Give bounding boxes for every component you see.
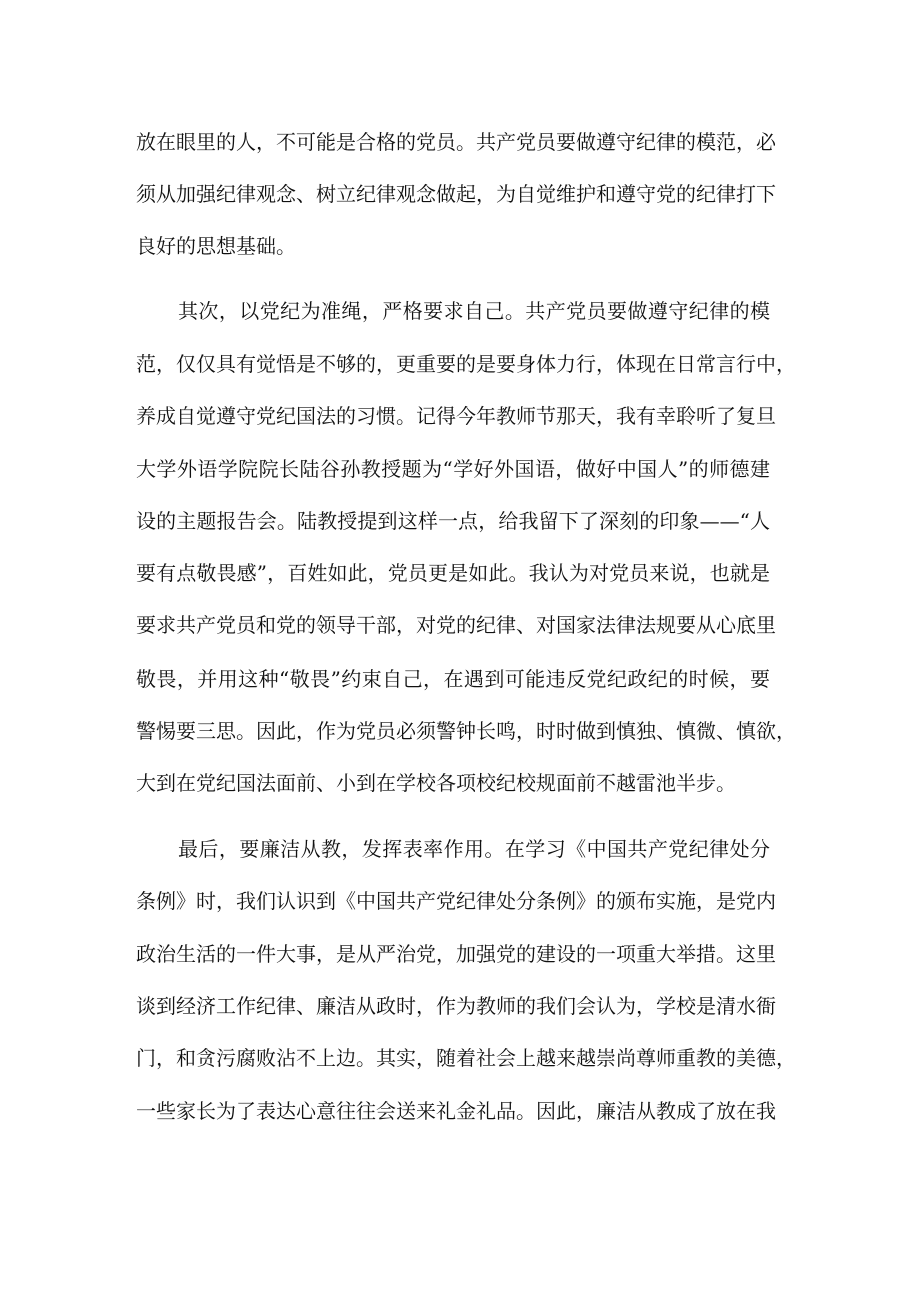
text-line: 大到在党纪国法面前、小到在学校各项校纪校规面前不越雷池半步。 [136,771,736,795]
text-line: 放在眼里的人，不可能是合格的党员。共产党员要做遵守纪律的模范，必 [136,130,776,154]
text-line: 范，仅仅具有觉悟是不够的，更重要的是要身体力行，体现在日常言行中， [136,352,796,376]
paragraph-first-line: 其次，以党纪为准绳，严格要求自己。共产党员要做遵守纪律的模 [178,299,770,323]
text-line: 门，和贪污腐败沾不上边。其实，随着社会上越来越崇尚尊师重教的美德， [136,1046,796,1070]
text-line: 须从加强纪律观念、树立纪律观念做起，为自觉维护和遵守党的纪律打下 [136,182,776,206]
text-line: 敬畏，并用这种“敬畏”约束自己，在遇到可能违反党纪政纪的时候，要 [136,667,770,691]
text-line: 条例》时，我们认识到《中国共产党纪律处分条例》的颁布实施，是党内 [136,889,776,913]
text-line: 政治生活的一件大事，是从严治党，加强党的建设的一项重大举措。这里 [136,942,776,966]
text-line: 谈到经济工作纪律、廉洁从政时，作为教师的我们会认为，学校是清水衙 [136,994,776,1018]
text-line: 警惕要三思。因此，作为党员必须警钟长鸣，时时做到慎独、慎微、慎欲， [136,719,796,743]
text-line: 一些家长为了表达心意往往会送来礼金礼品。因此，廉洁从教成了放在我 [136,1099,776,1123]
text-line: 大学外语学院院长陆谷孙教授题为“学好外国语，做好中国人”的师德建 [136,457,770,481]
paragraph-first-line: 最后，要廉洁从教，发挥表率作用。在学习《中国共产党纪律处分 [178,837,770,861]
text-line: 要求共产党员和党的领导干部，对党的纪律、对国家法律法规要从心底里 [136,613,776,637]
text-line: 养成自觉遵守党纪国法的习惯。记得今年教师节那天，我有幸聆听了复旦 [136,404,776,428]
text-line: 要有点敬畏感”，百姓如此，党员更是如此。我认为对党员来说，也就是 [136,561,770,585]
text-line: 设的主题报告会。陆教授提到这样一点，给我留下了深刻的印象——“人 [136,509,770,533]
text-line: 良好的思想基础。 [136,234,296,258]
